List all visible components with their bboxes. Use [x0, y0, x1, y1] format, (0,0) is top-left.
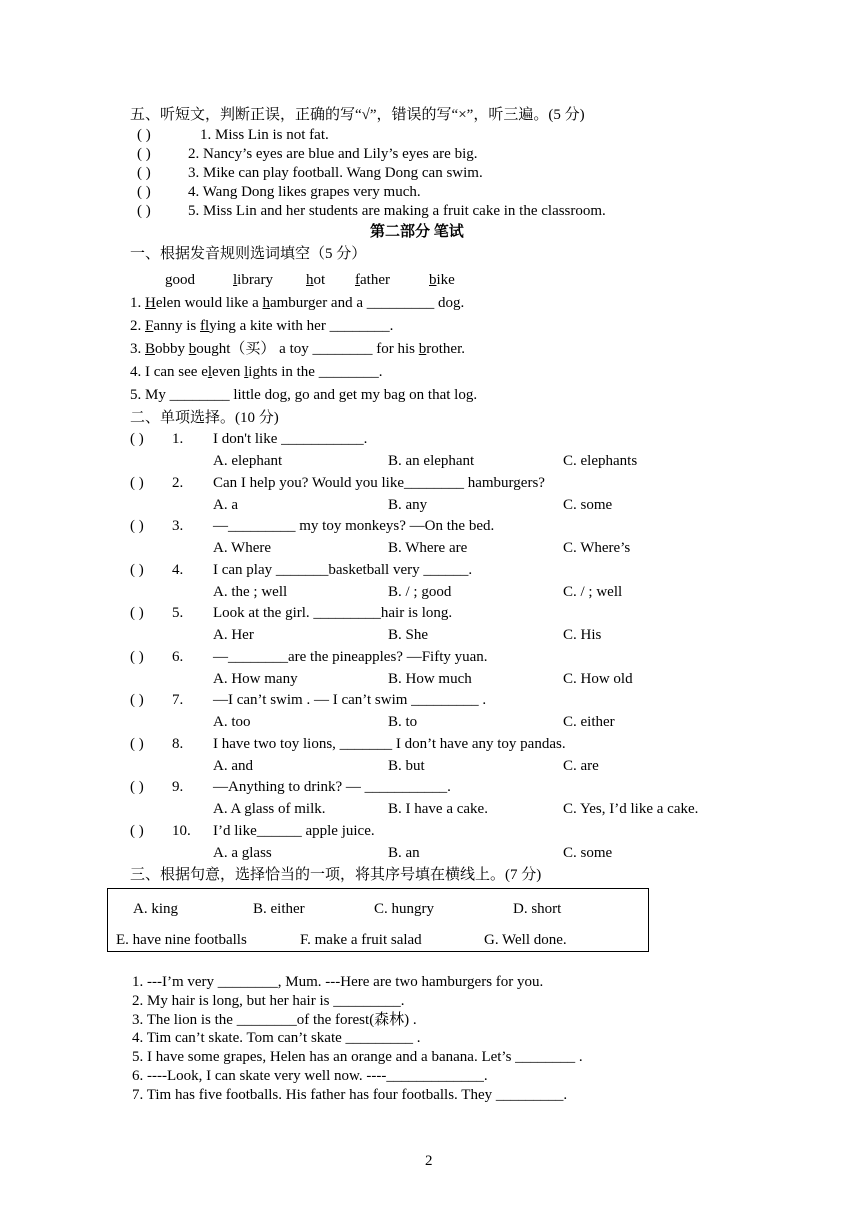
word-option[interactable]: bike: [429, 272, 455, 288]
option-c: C. Where’s: [563, 540, 631, 556]
question-number: 3.: [172, 518, 184, 534]
word-option[interactable]: hot: [306, 272, 326, 288]
answer-paren[interactable]: ( ): [130, 822, 144, 839]
question-number: 8.: [172, 735, 184, 752]
choose-sentence: 2. My hair is long, but her hair is _________.: [132, 992, 405, 1009]
option-c: C. either: [563, 714, 615, 730]
option-a: A. too: [213, 714, 251, 730]
option-a: A. king: [133, 901, 178, 917]
option-a: A. A glass of milk.: [213, 801, 326, 817]
multiple-choice-heading: 二、单项选择。(10 分): [130, 410, 279, 426]
choose-sentence: 7. Tim has five footballs. His father has four footballs. They _________.: [132, 1086, 568, 1103]
phonics-sentence-4: 4. I can see eleven lights in the ________.: [130, 364, 383, 380]
choose-sentence: 3. The lion is the ________of the forest(森林) .: [132, 1011, 417, 1028]
answer-paren[interactable]: ( ): [130, 518, 144, 534]
question-number: 4.: [172, 561, 184, 578]
option-a: A. the ; well: [213, 583, 288, 600]
question-text: I’d like______ apple juice.: [213, 822, 375, 839]
option-b: B. either: [253, 901, 305, 917]
listening-heading: 五、听短文，判断正误，正确的写“√”，错误的写“×”，听三遍。(5 分): [130, 107, 585, 123]
option-c: C. / ; well: [563, 583, 623, 600]
question-text: I don't like ___________.: [213, 431, 368, 447]
question-text: —Anything to drink? — ___________.: [213, 779, 451, 795]
question-text: —_________ my toy monkeys? —On the bed.: [213, 518, 495, 534]
statement-text: 2. Nancy’s eyes are blue and Lily’s eyes are big.: [188, 146, 478, 162]
option-b: B. but: [388, 757, 425, 774]
answer-paren[interactable]: ( ): [137, 165, 151, 181]
option-c: C. Yes, I’d like a cake.: [563, 801, 699, 817]
option-b: B. an elephant: [388, 453, 475, 469]
question-text: Look at the girl. _________hair is long.: [213, 605, 453, 621]
option-b: B. / ; good: [388, 583, 452, 600]
option-a: A. Her: [213, 627, 254, 643]
question-text: I have two toy lions, _______ I don’t have any toy pandas.: [213, 735, 566, 752]
choose-sentence: 6. ----Look, I can skate very well now. ----_____________.: [132, 1068, 488, 1084]
question-text: I can play _______basketball very ______.: [213, 561, 473, 578]
question-number: 2.: [172, 474, 184, 491]
option-a: A. a glass: [213, 844, 272, 861]
phonics-sentence-5: 5. My ________ little dog, go and get my bag on that log.: [130, 387, 478, 403]
choose-sentence: 5. I have some grapes, Helen has an orange and a banana. Let’s ________ .: [132, 1049, 583, 1066]
question-number: 1.: [172, 431, 184, 447]
word-option[interactable]: good: [165, 272, 195, 288]
option-e: E. have nine footballs: [116, 932, 247, 948]
option-a: A. Where: [213, 540, 272, 556]
option-a: A. a: [213, 496, 238, 513]
phonics-sentence-1: 1. Helen would like a hamburger and a _________ dog.: [130, 295, 465, 311]
option-b: B. an: [388, 844, 420, 861]
question-number: 9.: [172, 779, 184, 795]
answer-paren[interactable]: ( ): [130, 561, 144, 578]
question-number: 10.: [172, 822, 191, 839]
answer-paren[interactable]: ( ): [130, 779, 144, 795]
option-b: B. any: [388, 496, 428, 513]
option-b: B. She: [388, 627, 429, 643]
option-c: C. His: [563, 627, 602, 643]
option-g: G. Well done.: [484, 932, 567, 948]
choose-heading: 三、根据句意，选择恰当的一项，将其序号填在横线上。(7 分): [130, 867, 542, 883]
answer-paren[interactable]: ( ): [130, 431, 144, 447]
phonics-sentence-2: 2. Fanny is flying a kite with her ________.: [130, 318, 394, 334]
option-d: D. short: [513, 901, 562, 917]
question-text: —________are the pineapples? —Fifty yuan.: [213, 648, 488, 665]
answer-paren[interactable]: ( ): [130, 648, 144, 665]
answer-paren[interactable]: ( ): [137, 146, 151, 162]
option-a: A. How many: [213, 670, 298, 687]
word-option[interactable]: library: [233, 272, 273, 288]
option-c: C. elephants: [563, 453, 638, 469]
option-c: C. some: [563, 844, 613, 861]
answer-paren[interactable]: ( ): [137, 127, 151, 143]
option-c: C. are: [563, 757, 599, 774]
page-number: 2: [425, 1153, 433, 1169]
option-c: C. How old: [563, 670, 633, 687]
answer-paren[interactable]: ( ): [130, 474, 144, 491]
part-two-title: 第二部分 笔试: [370, 224, 464, 240]
phonics-sentence-3: 3. Bobby bought（买） a toy ________ for his brother.: [130, 341, 466, 357]
option-a: A. elephant: [213, 453, 283, 469]
option-c: C. hungry: [374, 901, 434, 917]
option-b: B. I have a cake.: [388, 801, 488, 817]
phonics-heading: 一、根据发音规则选词填空（5 分）: [130, 246, 367, 262]
answer-paren[interactable]: ( ): [137, 203, 151, 219]
question-text: Can I help you? Would you like________ hamburgers?: [213, 474, 545, 491]
question-number: 5.: [172, 605, 184, 621]
statement-text: 5. Miss Lin and her students are making a fruit cake in the classroom.: [188, 203, 606, 219]
option-b: B. to: [388, 714, 418, 730]
choose-sentence: 4. Tim can’t skate. Tom can’t skate _________ .: [132, 1030, 421, 1047]
choose-sentence: 1. ---I’m very ________, Mum. ---Here are two hamburgers for you.: [132, 974, 544, 990]
answer-paren[interactable]: ( ): [130, 692, 144, 708]
option-f: F. make a fruit salad: [300, 932, 422, 948]
option-b: B. How much: [388, 670, 472, 687]
answer-paren[interactable]: ( ): [130, 605, 144, 621]
statement-text: 1. Miss Lin is not fat.: [200, 127, 329, 143]
answer-paren[interactable]: ( ): [130, 735, 144, 752]
question-number: 7.: [172, 692, 184, 708]
statement-text: 3. Mike can play football. Wang Dong can swim.: [188, 165, 483, 181]
question-number: 6.: [172, 648, 184, 665]
option-a: A. and: [213, 757, 253, 774]
question-text: —I can’t swim . — I can’t swim _________ .: [213, 692, 487, 708]
answer-paren[interactable]: ( ): [137, 184, 151, 200]
option-b: B. Where are: [388, 540, 468, 556]
option-c: C. some: [563, 496, 613, 513]
word-option[interactable]: father: [355, 272, 390, 288]
statement-text: 4. Wang Dong likes grapes very much.: [188, 184, 421, 200]
